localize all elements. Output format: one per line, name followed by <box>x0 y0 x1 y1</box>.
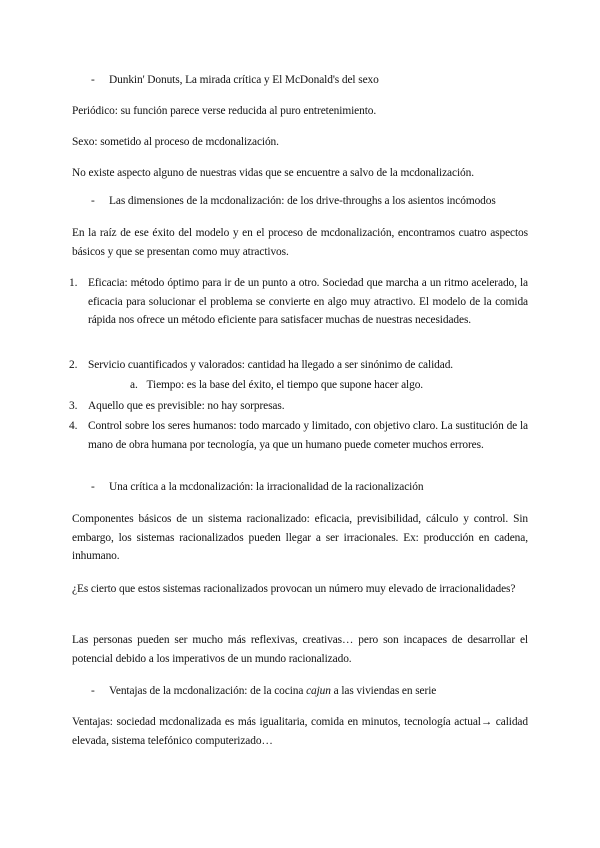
sublist-item-text: Tiempo: es la base del éxito, el tiempo que supone hacer algo. <box>146 379 424 391</box>
paragraph: Periódico: su función parece verse reducida al puro entretenimiento. <box>72 105 377 117</box>
paragraph: En la raíz de ese éxito del modelo y en el proceso de mcdonalización, encontramos cuatro aspectos básicos y que se presentan como muy atractivos. <box>72 227 528 258</box>
paragraph: Las personas pueden ser mucho más reflexivas, creativas… pero son incapaces de desarrollar el potencial debido a los imperativos de un mundo racionalizado. <box>72 634 528 665</box>
dash-bullet: - <box>91 195 95 207</box>
list-number: 1. <box>69 277 78 289</box>
sublist-item <box>130 377 423 393</box>
paragraph: Ventajas: sociedad mcdonalizada es más igualitaria, comida en minutos, tecnología actual→ calidad elevada, sistema telefónico computerizado… <box>72 716 528 747</box>
paragraph: No existe aspecto alguno de nuestras vidas que se encuentre a salvo de la mcdonalización. <box>72 167 474 179</box>
list-number: 2. <box>69 359 78 371</box>
list-item <box>69 397 528 416</box>
dash-bullet: - <box>91 685 95 697</box>
list-item-text: Servicio cuantificados y valorados: cantidad ha llegado a ser sinónimo de calidad. <box>88 359 454 371</box>
list-item-text: Control sobre los seres humanos: todo marcado y limitado, con objetivo claro. La sustitución de la mano de obra humana por tecnología, ya que un humano puede cometer muchos errores. <box>88 420 528 451</box>
list-item <box>69 417 528 454</box>
heading-part: a las viviendas en serie <box>330 685 437 697</box>
dash-bullet: - <box>91 74 95 86</box>
list-item-text: Eficacia: método óptimo para ir de un punto a otro. Sociedad que marcha a un ritmo acelerado, la eficacia para solucionar el problema se convierte en algo muy atractivo. El modelo de la comida rápida nos ofrece un método eficiente para satisfacer muchas de nuestras necesidades. <box>88 277 528 327</box>
heading-part: Ventajas de la mcdonalización: de la cocina <box>109 685 307 697</box>
section-heading-text: Dunkin' Donuts, La mirada crítica y El McDonald's del sexo <box>109 74 379 86</box>
section-heading-text: Una crítica a la mcdonalización: la irracionalidad de la racionalización <box>109 481 424 493</box>
list-item <box>69 274 528 330</box>
list-number: 3. <box>69 400 78 412</box>
paragraph: ¿Es cierto que estos sistemas racionalizados provocan un número muy elevado de irracionalidades? <box>72 583 516 595</box>
section-heading-text <box>109 683 436 699</box>
list-item <box>69 356 528 375</box>
list-item-text: Aquello que es previsible: no hay sorpresas. <box>88 400 285 412</box>
heading-emphasis: cajun <box>306 685 331 697</box>
paragraph: Sexo: sometido al proceso de mcdonalización. <box>72 136 279 148</box>
section-heading-text: Las dimensiones de la mcdonalización: de los drive-throughs a los asientos incómodos <box>109 195 496 207</box>
paragraph: Componentes básicos de un sistema racionalizado: eficacia, previsibilidad, cálculo y control. Sin embargo, los sistemas racionalizados pueden llegar a ser irracionales. Ex: producción en cadena, inhumano. <box>72 513 528 563</box>
dash-bullet: - <box>91 481 95 493</box>
list-number: 4. <box>69 420 78 432</box>
sublist-letter: a. <box>130 379 138 391</box>
